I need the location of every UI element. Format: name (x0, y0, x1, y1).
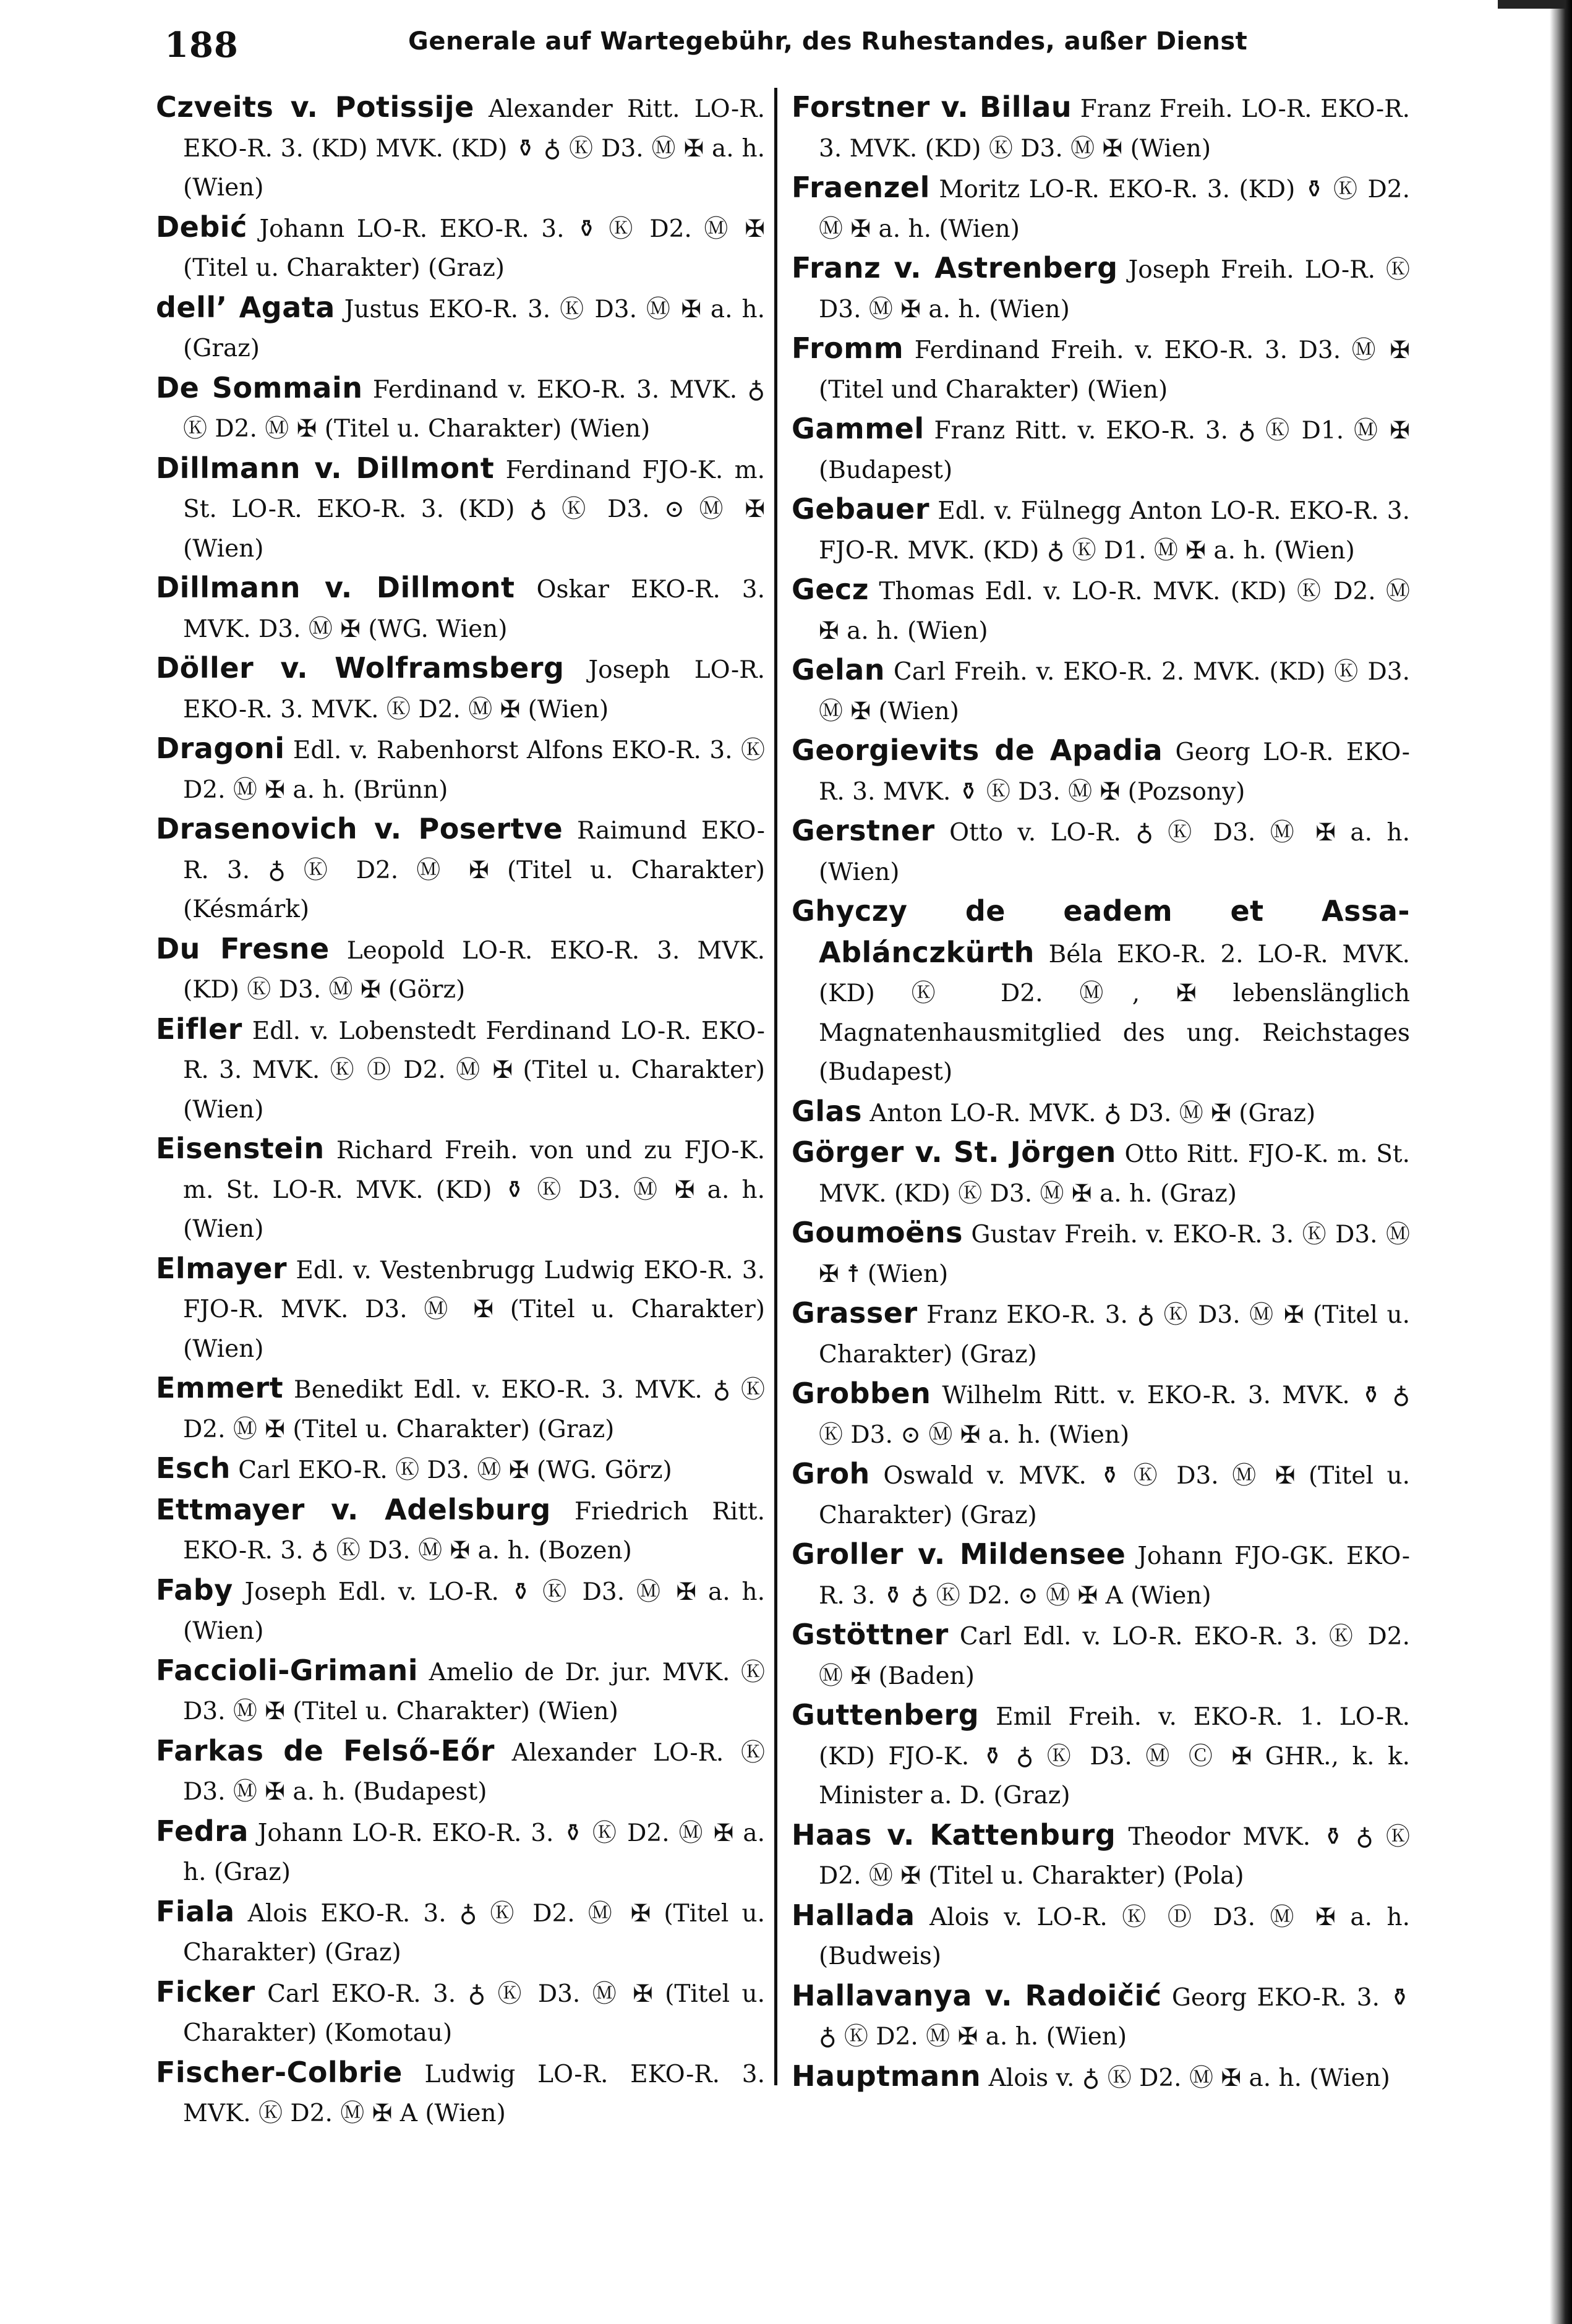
entry-details: Georg EKO-R. 3. ⚱ ♁ Ⓚ D2. Ⓜ ✠ a. h. (Wien) (819, 1983, 1410, 2051)
entry-details: Gustav Freih. v. EKO-R. 3. Ⓚ D3. Ⓜ ✠ ☨ (Wien) (819, 1221, 1410, 1288)
directory-entry (156, 1249, 765, 1369)
directory-entry (792, 490, 1410, 570)
entry-name: Faccioli-Grimani (156, 1653, 418, 1687)
entry-details: Franz Freih. LO-R. EKO-R. 3. MVK. (KD) Ⓚ D3. Ⓜ ✠ (Wien) (819, 95, 1410, 163)
entry-name: Fromm (792, 331, 904, 365)
entry-details: Edl. v. Vestenbrugg Ludwig EKO-R. 3. FJO-R. MVK. D3. Ⓜ ✠ (Titel u. Charakter) (Wien) (183, 1256, 765, 1363)
entry-name: Ficker (156, 1975, 255, 2009)
directory-entry (156, 649, 765, 729)
entry-name: Du Fresne (156, 931, 330, 965)
entry-details: Theodor MVK. ⚱ ♁ Ⓚ D2. Ⓜ ✠ (Titel u. Charakter) (Pola) (819, 1822, 1410, 1890)
directory-entry (792, 2057, 1410, 2098)
directory-entry (156, 1812, 765, 1892)
directory-entry (156, 1651, 765, 1732)
entry-name: Fedra (156, 1814, 249, 1848)
entry-details: Carl Freih. v. EKO-R. 2. MVK. (KD) Ⓚ D3. Ⓜ ✠ (Wien) (819, 658, 1410, 725)
directory-entry (156, 2053, 765, 2134)
entry-details: Carl Edl. v. LO-R. EKO-R. 3. Ⓚ D2. Ⓜ ✠ (Baden) (819, 1623, 1410, 1690)
page-edge-shadow (1550, 0, 1572, 2324)
entry-name: Gecz (792, 573, 869, 606)
entry-name: Grasser (792, 1296, 918, 1330)
entry-details: Edl. v. Fülnegg Anton LO-R. EKO-R. 3. FJO-R. MVK. (KD) ♁ Ⓚ D1. Ⓜ ✠ a. h. (Wien) (819, 497, 1410, 565)
entry-name: Gstöttner (792, 1618, 949, 1651)
entry-name: Gelan (792, 653, 886, 686)
entry-name: Ettmayer v. Adelsburg (156, 1492, 551, 1526)
entry-details: Carl EKO-R. Ⓚ D3. Ⓜ ✠ (WG. Görz) (238, 1456, 672, 1484)
directory-entry (792, 1816, 1410, 1896)
entry-details: Otto v. LO-R. ♁ Ⓚ D3. Ⓜ ✠ a. h. (Wien) (819, 819, 1410, 886)
entry-details: Otto Ritt. FJO-K. m. St. MVK. (KD) Ⓚ D3. Ⓜ ✠ a. h. (Graz) (819, 1140, 1410, 1208)
entry-name: Gammel (792, 412, 925, 445)
directory-entry (156, 1449, 765, 1490)
directory-entry (156, 1490, 765, 1571)
entry-details: Emil Freih. v. EKO-R. 1. LO-R. (KD) FJO-K. ⚱ ♁ Ⓚ D3. Ⓜ Ⓒ ✠ GHR., k. k. Minister a. D. (Graz) (819, 1703, 1410, 1809)
entry-details: Friedrich Ritt. EKO-R. 3. ♁ Ⓚ D3. Ⓜ ✠ a. h. (Bozen) (183, 1497, 765, 1565)
entry-name: Fiala (156, 1894, 235, 1928)
entry-name: Elmayer (156, 1251, 288, 1285)
entry-name: Grobben (792, 1377, 931, 1410)
directory-entry (156, 1973, 765, 2053)
entry-name: Faby (156, 1573, 233, 1607)
entry-name: Franz v. Astrenberg (792, 251, 1118, 284)
entry-details: Joseph Edl. v. LO-R. ⚱ Ⓚ D3. Ⓜ ✠ a. h. (Wien) (183, 1578, 765, 1645)
entry-details: Alexander LO-R. Ⓚ D3. Ⓜ ✠ a. h. (Budapest) (183, 1738, 765, 1806)
entry-name: Farkas de Felső-Eőr (156, 1733, 495, 1767)
entry-name: Haas v. Kattenburg (792, 1818, 1116, 1852)
directory-entry (792, 1133, 1410, 1213)
directory-entry (156, 568, 765, 649)
directory-entry (156, 208, 765, 288)
entry-details: Joseph Freih. LO-R. Ⓚ D3. Ⓜ ✠ a. h. (Wien) (819, 256, 1410, 323)
directory-entry (792, 1535, 1410, 1615)
entry-name: Hallavanya v. Radoičić (792, 1978, 1162, 2012)
entry-name: Dillmann v. Dillmont (156, 571, 515, 604)
directory-entry (156, 1369, 765, 1449)
entry-name: Hallada (792, 1898, 915, 1932)
entry-name: Guttenberg (792, 1698, 980, 1732)
directory-entry (792, 1696, 1410, 1816)
entry-name: Forstner v. Billau (792, 90, 1072, 124)
entry-name: Görger v. St. Jörgen (792, 1135, 1116, 1169)
directory-entry (792, 892, 1410, 1092)
entry-details: Oswald v. MVK. ⚱ Ⓚ D3. Ⓜ ✠ (Titel u. Charakter) (Graz) (819, 1462, 1411, 1529)
entry-name: Dragoni (156, 732, 285, 765)
directory-entry (792, 570, 1410, 651)
directory-entry (156, 729, 765, 810)
entry-details: Oskar EKO-R. 3. MVK. D3. Ⓜ ✠ (WG. Wien) (183, 576, 766, 643)
directory-entry (792, 1374, 1410, 1455)
directory-entry (792, 1976, 1410, 2057)
directory-entry (792, 1455, 1410, 1535)
entry-name: Dillmann v. Dillmont (156, 451, 495, 485)
page-edge-mark (1498, 0, 1566, 9)
entry-details: Joseph LO-R. EKO-R. 3. MVK. Ⓚ D2. Ⓜ ✠ (Wien) (183, 656, 765, 724)
entry-name: Groller v. Mildensee (792, 1537, 1126, 1571)
entry-details: Carl EKO-R. 3. ♁ Ⓚ D3. Ⓜ ✠ (Titel u. Charakter) (Komotau) (183, 1980, 765, 2047)
entry-details: Alois EKO-R. 3. ♁ Ⓚ D2. Ⓜ ✠ (Titel u. Charakter) (Graz) (183, 1899, 765, 1967)
entry-details: Raimund EKO-R. 3. ♁ Ⓚ D2. Ⓜ ✠ (Titel u. Charakter) (Késmárk) (183, 817, 765, 923)
directory-entry (792, 1092, 1410, 1134)
directory-entry (792, 731, 1410, 811)
entry-details: Justus EKO-R. 3. Ⓚ D3. Ⓜ ✠ a. h. (Graz) (183, 295, 765, 362)
directory-entry (792, 409, 1410, 490)
entry-details: Johann FJO-GK. EKO-R. 3. ⚱ ♁ Ⓚ D2. ⊙ Ⓜ ✠ A (Wien) (819, 1542, 1410, 1610)
directory-entry (156, 1571, 765, 1651)
entry-name: Gerstner (792, 814, 935, 847)
entry-name: Emmert (156, 1371, 284, 1404)
directory-entry (156, 449, 765, 569)
directory-entry (792, 1615, 1410, 1696)
entry-details: Anton LO-R. MVK. ♁ D3. Ⓜ ✠ (Graz) (869, 1099, 1316, 1127)
entry-name: Esch (156, 1451, 231, 1485)
entry-details: Johann LO-R. EKO-R. 3. ⚱ Ⓚ D2. Ⓜ ✠ (Titel u. Charakter) (Graz) (183, 215, 765, 282)
entry-details: Moritz LO-R. EKO-R. 3. (KD) ⚱ Ⓚ D2. Ⓜ ✠ a. h. (Wien) (819, 176, 1410, 243)
entry-details: Ferdinand v. EKO-R. 3. MVK. ♁ Ⓚ D2. Ⓜ ✠ (Titel u. Charakter) (Wien) (183, 375, 765, 443)
entry-details: Edl. v. Rabenhorst Alfons EKO-R. 3. Ⓚ D2. Ⓜ ✠ a. h. (Brünn) (183, 737, 765, 804)
directory-entry (792, 1213, 1410, 1294)
directory-entry (156, 1010, 765, 1130)
entry-name: Fischer-Colbrie (156, 2055, 403, 2089)
left-column (156, 88, 765, 2134)
entry-name: dell’ Agata (156, 290, 335, 324)
entry-details: Georg LO-R. EKO-R. 3. MVK. ⚱ Ⓚ D3. Ⓜ ✠ (Pozsony) (819, 738, 1410, 806)
entry-name: Eifler (156, 1012, 242, 1046)
directory-entry (792, 249, 1410, 329)
column-divider (774, 88, 777, 2085)
entry-name: De Sommain (156, 370, 363, 404)
entry-details: Franz EKO-R. 3. ♁ Ⓚ D3. Ⓜ ✠ (Titel u. Charakter) (Graz) (819, 1301, 1410, 1369)
directory-entry (156, 1892, 765, 1973)
directory-entry (792, 811, 1410, 892)
entry-name: Groh (792, 1457, 870, 1490)
entry-name: Gebauer (792, 492, 930, 526)
directory-entry (156, 810, 765, 929)
entry-details: Richard Freih. von und zu FJO-K. m. St. LO-R. MVK. (KD) ⚱ Ⓚ D3. Ⓜ ✠ a. h. (Wien) (183, 1137, 765, 1243)
entry-details: Amelio de Dr. jur. MVK. Ⓚ D3. Ⓜ ✠ (Titel u. Charakter) (Wien) (183, 1658, 765, 1725)
directory-entry (156, 88, 765, 208)
entry-details: Alois v. ♁ Ⓚ D2. Ⓜ ✠ a. h. (Wien) (988, 2064, 1390, 2092)
page-number: 188 (164, 25, 239, 66)
directory-entry (156, 369, 765, 449)
directory-entry (156, 1129, 765, 1249)
entry-details: Benedikt Edl. v. EKO-R. 3. MVK. ♁ Ⓚ D2. Ⓜ ✠ (Titel u. Charakter) (Graz) (183, 1376, 766, 1443)
entry-details: Leopold LO-R. EKO-R. 3. MVK. (KD) Ⓚ D3. Ⓜ ✠ (Görz) (183, 936, 765, 1004)
entry-name: Goumoëns (792, 1216, 963, 1249)
directory-entry (792, 1294, 1410, 1374)
entry-details: Alois v. LO-R. Ⓚ Ⓓ D3. Ⓜ ✠ a. h. (Budweis) (819, 1903, 1410, 1970)
directory-entry (792, 1896, 1410, 1976)
entry-details: Ferdinand FJO-K. m. St. LO-R. EKO-R. 3. (KD) ♁ Ⓚ D3. ⊙ Ⓜ ✠ (Wien) (183, 456, 765, 563)
directory-entry (156, 1732, 765, 1812)
directory-entry (792, 651, 1410, 731)
entry-details: Thomas Edl. v. LO-R. MVK. (KD) Ⓚ D2. Ⓜ ✠ a. h. (Wien) (819, 578, 1410, 645)
entry-name: Eisenstein (156, 1132, 325, 1165)
directory-entry (792, 168, 1410, 249)
running-title: Generale auf Wartegebühr, des Ruhestandes, außer Dienst (408, 27, 1248, 56)
entry-name: Ghyczy de eadem et Assa-Ablánczkürth (792, 894, 1410, 969)
directory-entry (156, 929, 765, 1010)
entry-details: Franz Ritt. v. EKO-R. 3. ♁ Ⓚ D1. Ⓜ ✠ (Budapest) (819, 417, 1410, 484)
entry-details: Edl. v. Lobenstedt Ferdinand LO-R. EKO-R. 3. MVK. Ⓚ Ⓓ D2. Ⓜ ✠ (Titel u. Charakter) (Wien) (183, 1017, 765, 1124)
entry-details: Béla EKO-R. 2. LO-R. MVK. (KD) Ⓚ D2. Ⓜ, ✠ lebenslänglich Magnatenhausmitglied des ung. Reichstages (Budapest) (819, 940, 1410, 1086)
entry-name: Fraenzel (792, 171, 930, 204)
entry-name: Georgievits de Apadia (792, 733, 1163, 767)
entry-name: Czveits v. Potissije (156, 90, 474, 124)
right-column (792, 88, 1410, 2098)
entry-name: Döller v. Wolframsberg (156, 651, 565, 685)
entry-details: Alexander Ritt. LO-R. EKO-R. 3. (KD) MVK. (KD) ⚱ ♁ Ⓚ D3. Ⓜ ✠ a. h. (Wien) (183, 95, 765, 202)
directory-entry (156, 288, 765, 369)
entry-details: Johann LO-R. EKO-R. 3. ⚱ Ⓚ D2. Ⓜ ✠ a. h. (Graz) (183, 1819, 765, 1886)
entry-details: Ludwig LO-R. EKO-R. 3. MVK. Ⓚ D2. Ⓜ ✠ A (Wien) (183, 2060, 765, 2127)
entry-name: Drasenovich v. Posertve (156, 812, 563, 845)
directory-entry (792, 329, 1410, 409)
entry-name: Hauptmann (792, 2059, 981, 2093)
entry-details: Ferdinand Freih. v. EKO-R. 3. D3. Ⓜ ✠ (Titel und Charakter) (Wien) (819, 336, 1410, 404)
directory-entry (792, 88, 1410, 168)
entry-details: Wilhelm Ritt. v. EKO-R. 3. MVK. ⚱ ♁ Ⓚ D3. ⊙ Ⓜ ✠ a. h. (Wien) (819, 1382, 1410, 1449)
entry-name: Glas (792, 1094, 862, 1128)
entry-name: Debić (156, 210, 247, 244)
